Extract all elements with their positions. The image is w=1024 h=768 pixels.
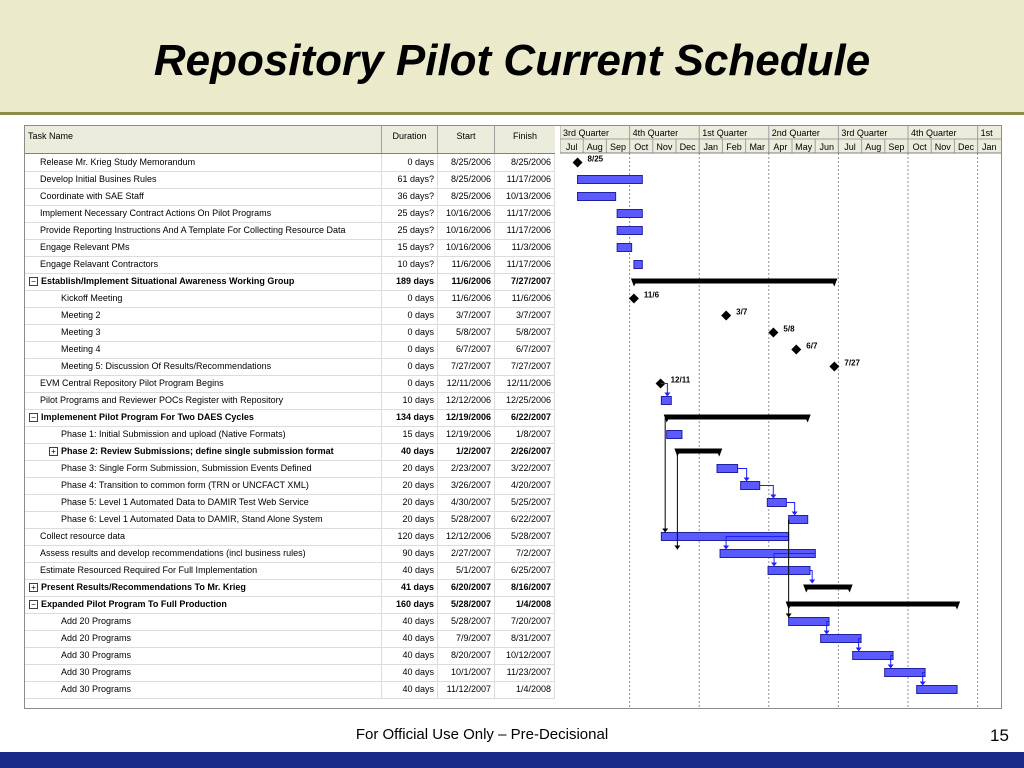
- milestone-diamond: [829, 362, 839, 372]
- task-duration[interactable]: 15 days?: [382, 239, 438, 256]
- task-name-cell[interactable]: [25, 647, 382, 664]
- table-row[interactable]: [25, 154, 555, 172]
- task-start[interactable]: 11/6/2006: [438, 256, 495, 273]
- table-row[interactable]: [25, 579, 555, 597]
- task-duration[interactable]: 90 days: [382, 545, 438, 562]
- link-arrow: [888, 665, 894, 669]
- task-duration[interactable]: 15 days: [382, 426, 438, 443]
- gantt-chart: [560, 126, 1001, 708]
- task-start[interactable]: 2/23/2007: [438, 460, 495, 477]
- table-row[interactable]: [25, 426, 555, 444]
- task-name-cell[interactable]: [25, 613, 382, 630]
- task-duration[interactable]: 40 days: [382, 664, 438, 681]
- milestone-diamond: [791, 345, 801, 355]
- task-bar: [789, 618, 829, 626]
- task-duration[interactable]: 134 days: [382, 409, 438, 426]
- slide-footer: For Official Use Only – Pre-Decisional: [355, 726, 609, 743]
- expand-icon[interactable]: +: [49, 447, 58, 456]
- task-bar: [789, 516, 808, 524]
- task-start[interactable]: 7/27/2007: [438, 358, 495, 375]
- task-name-cell[interactable]: [25, 545, 382, 562]
- link-arrow: [662, 529, 668, 533]
- task-name-cell[interactable]: [25, 630, 382, 647]
- task-bar: [661, 397, 671, 405]
- link-arrow: [920, 682, 926, 686]
- table-header: [25, 126, 555, 154]
- task-start[interactable]: 3/7/2007: [438, 307, 495, 324]
- task-start[interactable]: 2/27/2007: [438, 545, 495, 562]
- task-name-cell[interactable]: [25, 528, 382, 545]
- link-arrow: [809, 580, 815, 584]
- table-row[interactable]: [25, 256, 555, 274]
- summary-bar: [667, 415, 808, 420]
- header-start[interactable]: Start: [438, 126, 495, 153]
- task-duration[interactable]: 40 days: [382, 630, 438, 647]
- task-bar: [634, 261, 642, 269]
- link-arrow: [770, 495, 776, 499]
- link-arrow: [723, 546, 729, 550]
- task-finish[interactable]: 8/25/2006: [495, 154, 555, 171]
- collapse-icon[interactable]: −: [29, 277, 38, 286]
- task-duration[interactable]: 40 days: [382, 613, 438, 630]
- table-row[interactable]: [25, 239, 555, 257]
- month-label: Feb: [726, 142, 742, 152]
- milestone-diamond: [573, 158, 583, 168]
- task-duration[interactable]: 160 days: [382, 596, 438, 613]
- task-name: Add 30 Programs: [61, 684, 132, 694]
- table-row[interactable]: [25, 273, 555, 291]
- task-finish[interactable]: 3/22/2007: [495, 460, 555, 477]
- task-start[interactable]: 1/2/2007: [438, 443, 495, 460]
- task-start[interactable]: 11/6/2006: [438, 273, 495, 290]
- task-duration[interactable]: 25 days?: [382, 205, 438, 222]
- task-name-cell[interactable]: [25, 511, 382, 528]
- task-start[interactable]: 4/30/2007: [438, 494, 495, 511]
- month-label: Jun: [819, 142, 835, 152]
- month-label: Apr: [773, 142, 788, 152]
- task-finish[interactable]: 6/7/2007: [495, 341, 555, 358]
- task-start[interactable]: 5/28/2007: [438, 511, 495, 528]
- task-finish[interactable]: 11/6/2006: [495, 290, 555, 307]
- milestone-label: 11/6: [643, 290, 660, 300]
- task-name: Present Results/Recommendations To Mr. Krieg: [41, 582, 246, 592]
- task-finish[interactable]: 7/27/2007: [495, 358, 555, 375]
- task-finish[interactable]: 11/3/2006: [495, 239, 555, 256]
- task-duration[interactable]: 20 days: [382, 460, 438, 477]
- task-name: Assess results and develop recommendations (incl business rules): [40, 548, 306, 558]
- task-finish[interactable]: 2/26/2007: [495, 443, 555, 460]
- task-name: Phase 2: Review Submissions; define single submission format: [61, 446, 334, 456]
- task-finish[interactable]: 6/22/2007: [495, 511, 555, 528]
- table-row[interactable]: [25, 528, 555, 546]
- task-bar: [821, 635, 861, 643]
- task-bar: [667, 431, 682, 439]
- task-duration[interactable]: 10 days: [382, 392, 438, 409]
- task-finish[interactable]: 5/28/2007: [495, 528, 555, 545]
- task-name: Phase 4: Transition to common form (TRN or UNCFACT XML): [61, 480, 309, 490]
- task-finish[interactable]: 1/4/2008: [495, 596, 555, 613]
- task-start[interactable]: 10/16/2006: [438, 205, 495, 222]
- task-start[interactable]: 12/11/2006: [438, 375, 495, 392]
- task-name-cell[interactable]: [25, 324, 382, 341]
- table-row[interactable]: [25, 409, 555, 427]
- task-start[interactable]: 10/16/2006: [438, 239, 495, 256]
- link-arrow: [771, 563, 777, 567]
- milestone-diamond: [629, 294, 639, 304]
- page-number: 15: [990, 726, 1009, 745]
- task-bar: [717, 465, 738, 473]
- task-name-cell[interactable]: [25, 579, 382, 596]
- table-row[interactable]: [25, 171, 555, 189]
- task-name: Develop Initial Busines Rules: [40, 174, 157, 184]
- link-arrow: [744, 478, 750, 482]
- task-table: [25, 126, 555, 708]
- task-finish[interactable]: 6/25/2007: [495, 562, 555, 579]
- bottom-bar: [0, 752, 1024, 768]
- task-name: Coordinate with SAE Staff: [40, 191, 144, 201]
- quarter-label: 3rd Quarter: [841, 128, 888, 138]
- month-label: Aug: [865, 142, 882, 152]
- collapse-icon[interactable]: −: [29, 600, 38, 609]
- task-duration[interactable]: 20 days: [382, 477, 438, 494]
- task-bar: [917, 686, 957, 694]
- task-finish[interactable]: 7/20/2007: [495, 613, 555, 630]
- task-duration[interactable]: 0 days: [382, 154, 438, 171]
- task-finish[interactable]: 7/2/2007: [495, 545, 555, 562]
- month-label: Jan: [703, 142, 719, 152]
- task-duration[interactable]: 41 days: [382, 579, 438, 596]
- summary-bar: [789, 602, 957, 607]
- link-arrow: [824, 631, 830, 635]
- table-row[interactable]: [25, 307, 555, 325]
- task-name-cell[interactable]: [25, 375, 382, 392]
- task-finish[interactable]: 11/17/2006: [495, 205, 555, 222]
- task-name: Add 30 Programs: [61, 667, 132, 677]
- table-row[interactable]: [25, 562, 555, 580]
- header-duration[interactable]: Duration: [382, 126, 438, 153]
- quarter-label: 4th Quarter: [632, 128, 679, 138]
- task-name-cell[interactable]: [25, 562, 382, 579]
- task-name-cell[interactable]: [25, 171, 382, 188]
- project-sheet: [24, 125, 1002, 709]
- task-duration[interactable]: 0 days: [382, 341, 438, 358]
- task-name-cell[interactable]: [25, 460, 382, 477]
- table-row[interactable]: [25, 681, 555, 699]
- task-bar: [617, 210, 642, 218]
- link-arrow: [674, 546, 680, 550]
- task-bar: [853, 652, 893, 660]
- header-task-name[interactable]: Task Name: [25, 126, 382, 153]
- milestone-label: 5/8: [783, 324, 795, 334]
- task-duration[interactable]: 40 days: [382, 562, 438, 579]
- task-name-cell[interactable]: [25, 426, 382, 443]
- slide-title: Repository Pilot Current Schedule: [153, 36, 871, 85]
- task-duration[interactable]: 189 days: [382, 273, 438, 290]
- task-name: EVM Central Repository Pilot Program Begins: [40, 378, 224, 388]
- task-finish[interactable]: 5/25/2007: [495, 494, 555, 511]
- table-row[interactable]: [25, 664, 555, 682]
- summary-bar: [677, 449, 719, 454]
- milestone-diamond: [721, 311, 731, 321]
- task-start[interactable]: 11/12/2007: [438, 681, 495, 698]
- task-start[interactable]: 8/20/2007: [438, 647, 495, 664]
- table-row[interactable]: [25, 511, 555, 529]
- task-duration[interactable]: 0 days: [382, 358, 438, 375]
- milestone-diamond: [768, 328, 778, 338]
- task-name-cell[interactable]: [25, 341, 382, 358]
- task-finish[interactable]: 8/31/2007: [495, 630, 555, 647]
- task-name-cell[interactable]: [25, 358, 382, 375]
- task-name: Establish/Implement Situational Awareness Working Group: [41, 276, 295, 286]
- quarter-label: 2nd Quarter: [771, 128, 820, 138]
- table-row[interactable]: [25, 290, 555, 308]
- quarter-label: 1st: [980, 128, 993, 138]
- milestone-label: 12/11: [670, 375, 691, 385]
- task-name-cell[interactable]: [25, 222, 382, 239]
- milestone-label: 3/7: [736, 307, 748, 317]
- task-name: Phase 6: Level 1 Automated Data to DAMIR, Stand Alone System: [61, 514, 323, 524]
- task-bar: [578, 176, 643, 184]
- task-name-cell[interactable]: [25, 494, 382, 511]
- task-name: Provide Reporting Instructions And A Template For Collecting Resource Data: [40, 225, 346, 235]
- task-finish[interactable]: 10/12/2007: [495, 647, 555, 664]
- task-finish[interactable]: 11/17/2006: [495, 222, 555, 239]
- task-duration[interactable]: 20 days: [382, 494, 438, 511]
- task-name: Phase 5: Level 1 Automated Data to DAMIR Test Web Service: [61, 497, 309, 507]
- task-name: Implemenent Pilot Program For Two DAES Cycles: [41, 412, 254, 422]
- task-name: Meeting 5: Discussion Of Results/Recommendations: [61, 361, 272, 371]
- month-label: Jul: [844, 142, 856, 152]
- header-finish[interactable]: Finish: [512, 131, 537, 141]
- task-duration[interactable]: 10 days?: [382, 256, 438, 273]
- task-start[interactable]: 5/8/2007: [438, 324, 495, 341]
- table-row[interactable]: [25, 596, 555, 614]
- table-row[interactable]: [25, 324, 555, 342]
- task-name-cell[interactable]: [25, 307, 382, 324]
- month-label: Dec: [957, 142, 975, 152]
- task-duration[interactable]: 61 days?: [382, 171, 438, 188]
- link-arrow: [856, 648, 862, 652]
- task-name: Phase 1: Initial Submission and upload (Native Formats): [61, 429, 286, 439]
- task-start[interactable]: 12/12/2006: [438, 528, 495, 545]
- task-name-cell[interactable]: [25, 477, 382, 494]
- task-duration[interactable]: 40 days: [382, 443, 438, 460]
- task-name: Kickoff Meeting: [61, 293, 123, 303]
- task-name: Meeting 3: [61, 327, 101, 337]
- month-label: Nov: [934, 142, 951, 152]
- milestone-label: 8/25: [587, 154, 604, 164]
- month-label: Jan: [981, 142, 997, 152]
- task-start[interactable]: 6/7/2007: [438, 341, 495, 358]
- milestone-label: 7/27: [844, 358, 860, 368]
- task-name: Meeting 4: [61, 344, 101, 354]
- month-label: Sep: [888, 142, 905, 152]
- month-label: Mar: [749, 142, 765, 152]
- table-row[interactable]: [25, 647, 555, 665]
- task-name: Phase 3: Single Form Submission, Submission Events Defined: [61, 463, 312, 473]
- collapse-icon[interactable]: −: [29, 413, 38, 422]
- link-arrow: [786, 614, 792, 618]
- task-finish[interactable]: 5/8/2007: [495, 324, 555, 341]
- task-duration[interactable]: 40 days: [382, 681, 438, 698]
- task-name: Add 20 Programs: [61, 616, 132, 626]
- task-bar: [617, 244, 631, 252]
- table-row[interactable]: [25, 392, 555, 410]
- table-row[interactable]: [25, 358, 555, 376]
- task-name: Add 30 Programs: [61, 650, 132, 660]
- task-start[interactable]: 6/20/2007: [438, 579, 495, 596]
- task-name-cell[interactable]: [25, 273, 382, 290]
- task-name: Release Mr. Krieg Study Memorandum: [40, 157, 196, 167]
- month-label: Jul: [565, 142, 578, 152]
- task-duration[interactable]: 120 days: [382, 528, 438, 545]
- task-finish[interactable]: 3/7/2007: [495, 307, 555, 324]
- link-arrow: [664, 393, 670, 397]
- month-label: Nov: [656, 142, 673, 152]
- month-label: May: [795, 142, 813, 152]
- task-finish[interactable]: 11/17/2006: [495, 171, 555, 188]
- expand-icon[interactable]: +: [29, 583, 38, 592]
- task-finish[interactable]: 7/27/2007: [495, 273, 555, 290]
- task-start[interactable]: 12/19/2006: [438, 409, 495, 426]
- task-bar: [617, 227, 642, 235]
- task-start[interactable]: 7/9/2007: [438, 630, 495, 647]
- task-name-cell[interactable]: [25, 256, 382, 273]
- task-start[interactable]: 5/28/2007: [438, 596, 495, 613]
- month-label: Oct: [912, 142, 927, 152]
- task-finish[interactable]: 11/17/2006: [495, 256, 555, 273]
- task-duration[interactable]: 0 days: [382, 375, 438, 392]
- task-duration[interactable]: 0 days: [382, 324, 438, 341]
- task-finish[interactable]: 12/11/2006: [495, 375, 555, 392]
- task-start[interactable]: 5/28/2007: [438, 613, 495, 630]
- task-start[interactable]: 5/1/2007: [438, 562, 495, 579]
- month-label: Sep: [609, 142, 627, 152]
- task-name: Estimate Resourced Required For Full Implementation: [40, 565, 258, 575]
- task-duration[interactable]: 25 days?: [382, 222, 438, 239]
- month-label: Oct: [634, 142, 649, 152]
- task-name-cell[interactable]: [25, 443, 382, 460]
- task-start[interactable]: 8/25/2006: [438, 154, 495, 171]
- table-row[interactable]: [25, 630, 555, 648]
- task-finish[interactable]: 6/22/2007: [495, 409, 555, 426]
- task-name-cell[interactable]: [25, 188, 382, 205]
- task-finish[interactable]: 4/20/2007: [495, 477, 555, 494]
- quarter-label: 3rd Quarter: [563, 128, 610, 138]
- task-name-cell[interactable]: [25, 681, 382, 698]
- table-row[interactable]: [25, 341, 555, 359]
- month-label: Aug: [586, 142, 603, 152]
- task-name-cell[interactable]: [25, 392, 382, 409]
- table-row[interactable]: [25, 460, 555, 478]
- task-finish[interactable]: 10/13/2006: [495, 188, 555, 205]
- task-duration[interactable]: 40 days: [382, 647, 438, 664]
- task-name: Add 20 Programs: [61, 633, 132, 643]
- task-start[interactable]: 12/12/2006: [438, 392, 495, 409]
- task-name-cell[interactable]: [25, 290, 382, 307]
- table-row[interactable]: [25, 222, 555, 240]
- table-row[interactable]: [25, 477, 555, 495]
- task-duration[interactable]: 20 days: [382, 511, 438, 528]
- milestone-label: 6/7: [806, 341, 818, 351]
- task-duration[interactable]: 0 days: [382, 290, 438, 307]
- task-duration[interactable]: 36 days?: [382, 188, 438, 205]
- task-finish[interactable]: 8/16/2007: [495, 579, 555, 596]
- task-finish[interactable]: 1/4/2008: [495, 681, 555, 698]
- summary-bar: [806, 585, 849, 590]
- task-finish[interactable]: 11/23/2007: [495, 664, 555, 681]
- table-row[interactable]: [25, 375, 555, 393]
- quarter-label: 1st Quarter: [702, 128, 748, 138]
- task-name: Engage Relavant Contractors: [40, 259, 159, 269]
- task-bar: [767, 499, 786, 507]
- task-bar: [578, 193, 616, 201]
- month-label: Dec: [679, 142, 696, 152]
- task-finish[interactable]: 12/25/2006: [495, 392, 555, 409]
- task-start[interactable]: 12/19/2006: [438, 426, 495, 443]
- task-start[interactable]: 3/26/2007: [438, 477, 495, 494]
- table-row[interactable]: [25, 205, 555, 223]
- task-name-cell[interactable]: [25, 239, 382, 256]
- task-name: Pilot Programs and Reviewer POCs Register with Repository: [40, 395, 284, 405]
- task-name: Meeting 2: [61, 310, 101, 320]
- task-name-cell[interactable]: [25, 205, 382, 222]
- task-start[interactable]: 10/1/2007: [438, 664, 495, 681]
- task-start[interactable]: 11/6/2006: [438, 290, 495, 307]
- table-row[interactable]: [25, 188, 555, 206]
- task-name-cell[interactable]: [25, 154, 382, 171]
- task-name: Implement Necessary Contract Actions On Pilot Programs: [40, 208, 272, 218]
- task-bar: [741, 482, 760, 490]
- table-row[interactable]: [25, 494, 555, 512]
- table-row[interactable]: [25, 443, 555, 461]
- summary-bar: [634, 279, 834, 284]
- table-row[interactable]: [25, 613, 555, 631]
- table-row[interactable]: [25, 545, 555, 563]
- task-name: Engage Relevant PMs: [40, 242, 130, 252]
- task-bar: [885, 669, 925, 677]
- task-name-cell[interactable]: [25, 596, 382, 613]
- task-start[interactable]: 8/25/2006: [438, 171, 495, 188]
- task-name: Collect resource data: [40, 531, 126, 541]
- task-name-cell[interactable]: [25, 409, 382, 426]
- task-name-cell[interactable]: [25, 664, 382, 681]
- task-finish[interactable]: 1/8/2007: [495, 426, 555, 443]
- task-name: Expanded Pilot Program To Full Production: [41, 599, 227, 609]
- task-start[interactable]: 10/16/2006: [438, 222, 495, 239]
- quarter-label: 4th Quarter: [911, 128, 957, 138]
- task-duration[interactable]: 0 days: [382, 307, 438, 324]
- link-arrow: [792, 512, 798, 516]
- task-start[interactable]: 8/25/2006: [438, 188, 495, 205]
